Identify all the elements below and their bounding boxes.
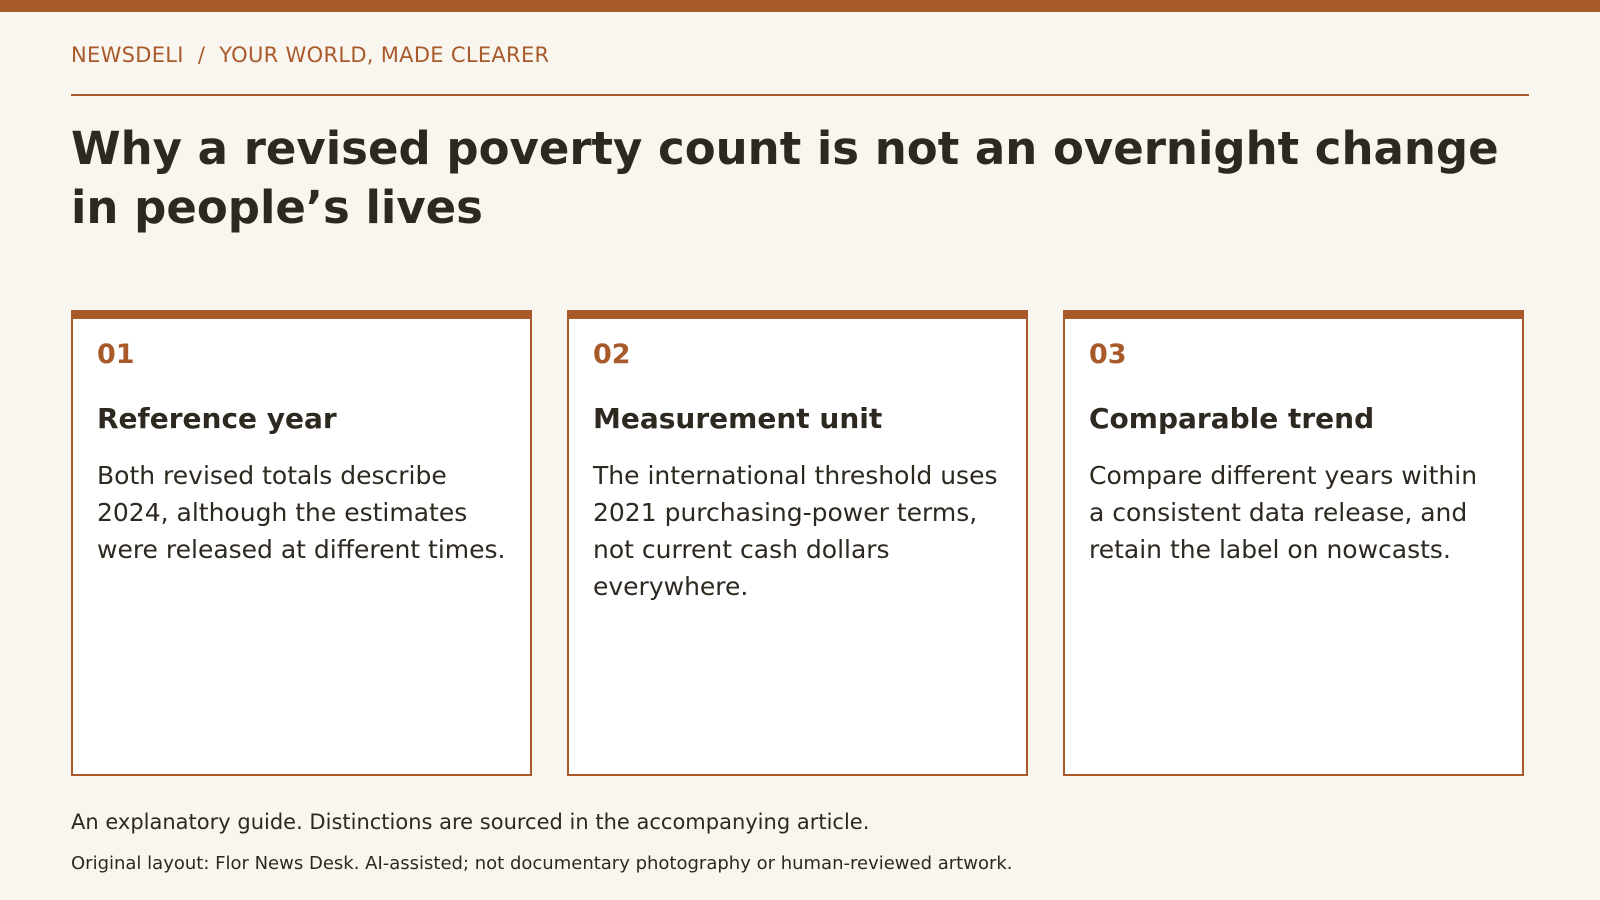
card-number: 02 xyxy=(593,339,631,370)
card-body: Compare different years within a consistent data release, and retain the label on nowcasts. xyxy=(1089,461,1478,564)
card-title: Reference year xyxy=(97,402,337,435)
header-rule xyxy=(71,94,1529,96)
card-body: The international threshold uses 2021 purchasing-power terms, not current cash dollars everywhere. xyxy=(593,461,998,601)
top-accent-bar xyxy=(0,0,1600,12)
card-body: Both revised totals describe 2024, although the estimates were released at different times. xyxy=(97,461,506,564)
brand-name: NEWSDELI xyxy=(71,43,184,67)
card-number: 01 xyxy=(97,339,135,370)
card-title: Measurement unit xyxy=(593,402,883,435)
kicker xyxy=(71,43,549,67)
card-reference-year xyxy=(71,310,532,776)
brand-tagline: YOUR WORLD, MADE CLEARER xyxy=(219,43,550,67)
kicker-separator: / xyxy=(197,43,206,67)
card-title: Comparable trend xyxy=(1089,402,1375,435)
headline: Why a revised poverty count is not an overnight change in people’s lives xyxy=(71,122,1499,234)
card-comparable-trend xyxy=(1063,310,1524,776)
footnote: An explanatory guide. Distinctions are sourced in the accompanying article. xyxy=(71,810,870,834)
card-measurement-unit xyxy=(567,310,1028,776)
card-grid xyxy=(71,310,1531,778)
credit-line: Original layout: Flor News Desk. AI-assisted; not documentary photography or human-reviewed artwork. xyxy=(71,853,1013,874)
card-number: 03 xyxy=(1089,339,1127,370)
